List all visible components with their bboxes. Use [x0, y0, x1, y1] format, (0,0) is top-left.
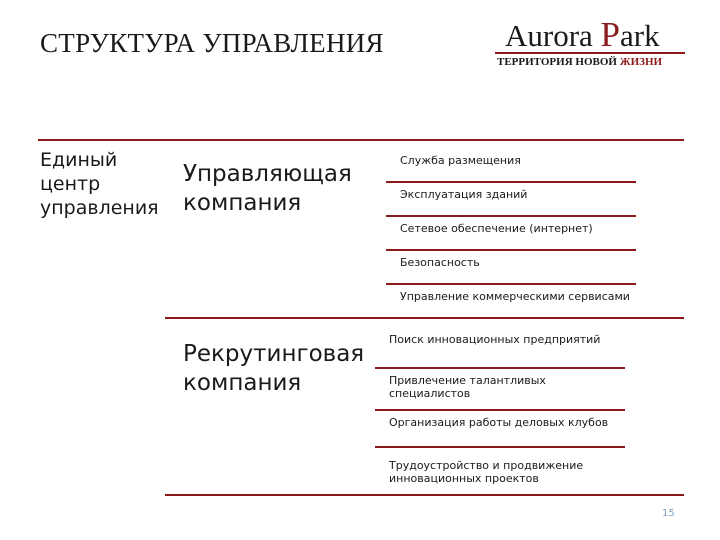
service-item: Организация работы деловых клубов	[389, 416, 609, 429]
root-unit-label: Единый центр управления	[40, 149, 159, 219]
divider-top	[38, 139, 684, 141]
unit-management-company: Управляющая компания	[183, 161, 352, 216]
service-divider	[375, 409, 625, 411]
logo-tagline	[497, 56, 662, 68]
logo-tagline-accent: ЖИЗНИ	[619, 56, 663, 68]
service-item: Служба размещения	[400, 154, 521, 167]
logo-text-park-initial: P	[600, 15, 621, 54]
divider-bottom	[165, 494, 684, 496]
service-divider	[386, 181, 636, 183]
service-divider	[375, 446, 625, 448]
service-item: Безопасность	[400, 256, 480, 269]
logo-wordmark	[495, 15, 695, 54]
service-item: Управление коммерческими сервисами	[400, 290, 630, 303]
unit-recruiting-company: Рекрутинговая компания	[183, 341, 365, 396]
aurora-park-logo	[495, 15, 695, 68]
page-title: СТРУКТУРА УПРАВЛЕНИЯ	[40, 28, 384, 58]
divider-middle	[165, 317, 684, 319]
service-item: Привлечение талантливых специалистов	[389, 374, 546, 400]
service-divider	[386, 215, 636, 217]
logo-underline	[495, 52, 685, 54]
service-divider	[375, 367, 625, 369]
service-item: Сетевое обеспечение (интернет)	[400, 222, 593, 235]
service-divider	[386, 249, 636, 251]
service-item: Эксплуатация зданий	[400, 188, 528, 201]
logo-text-aurora: Aurora	[505, 18, 601, 53]
service-item: Трудоустройство и продвижение инновационных проектов	[389, 459, 584, 485]
service-divider	[386, 283, 636, 285]
page-number: 15	[662, 508, 675, 519]
service-item: Поиск инновационных предприятий	[389, 333, 601, 346]
logo-text-park-rest: ark	[620, 18, 660, 53]
logo-tagline-main: ТЕРРИТОРИЯ НОВОЙ	[497, 56, 617, 68]
